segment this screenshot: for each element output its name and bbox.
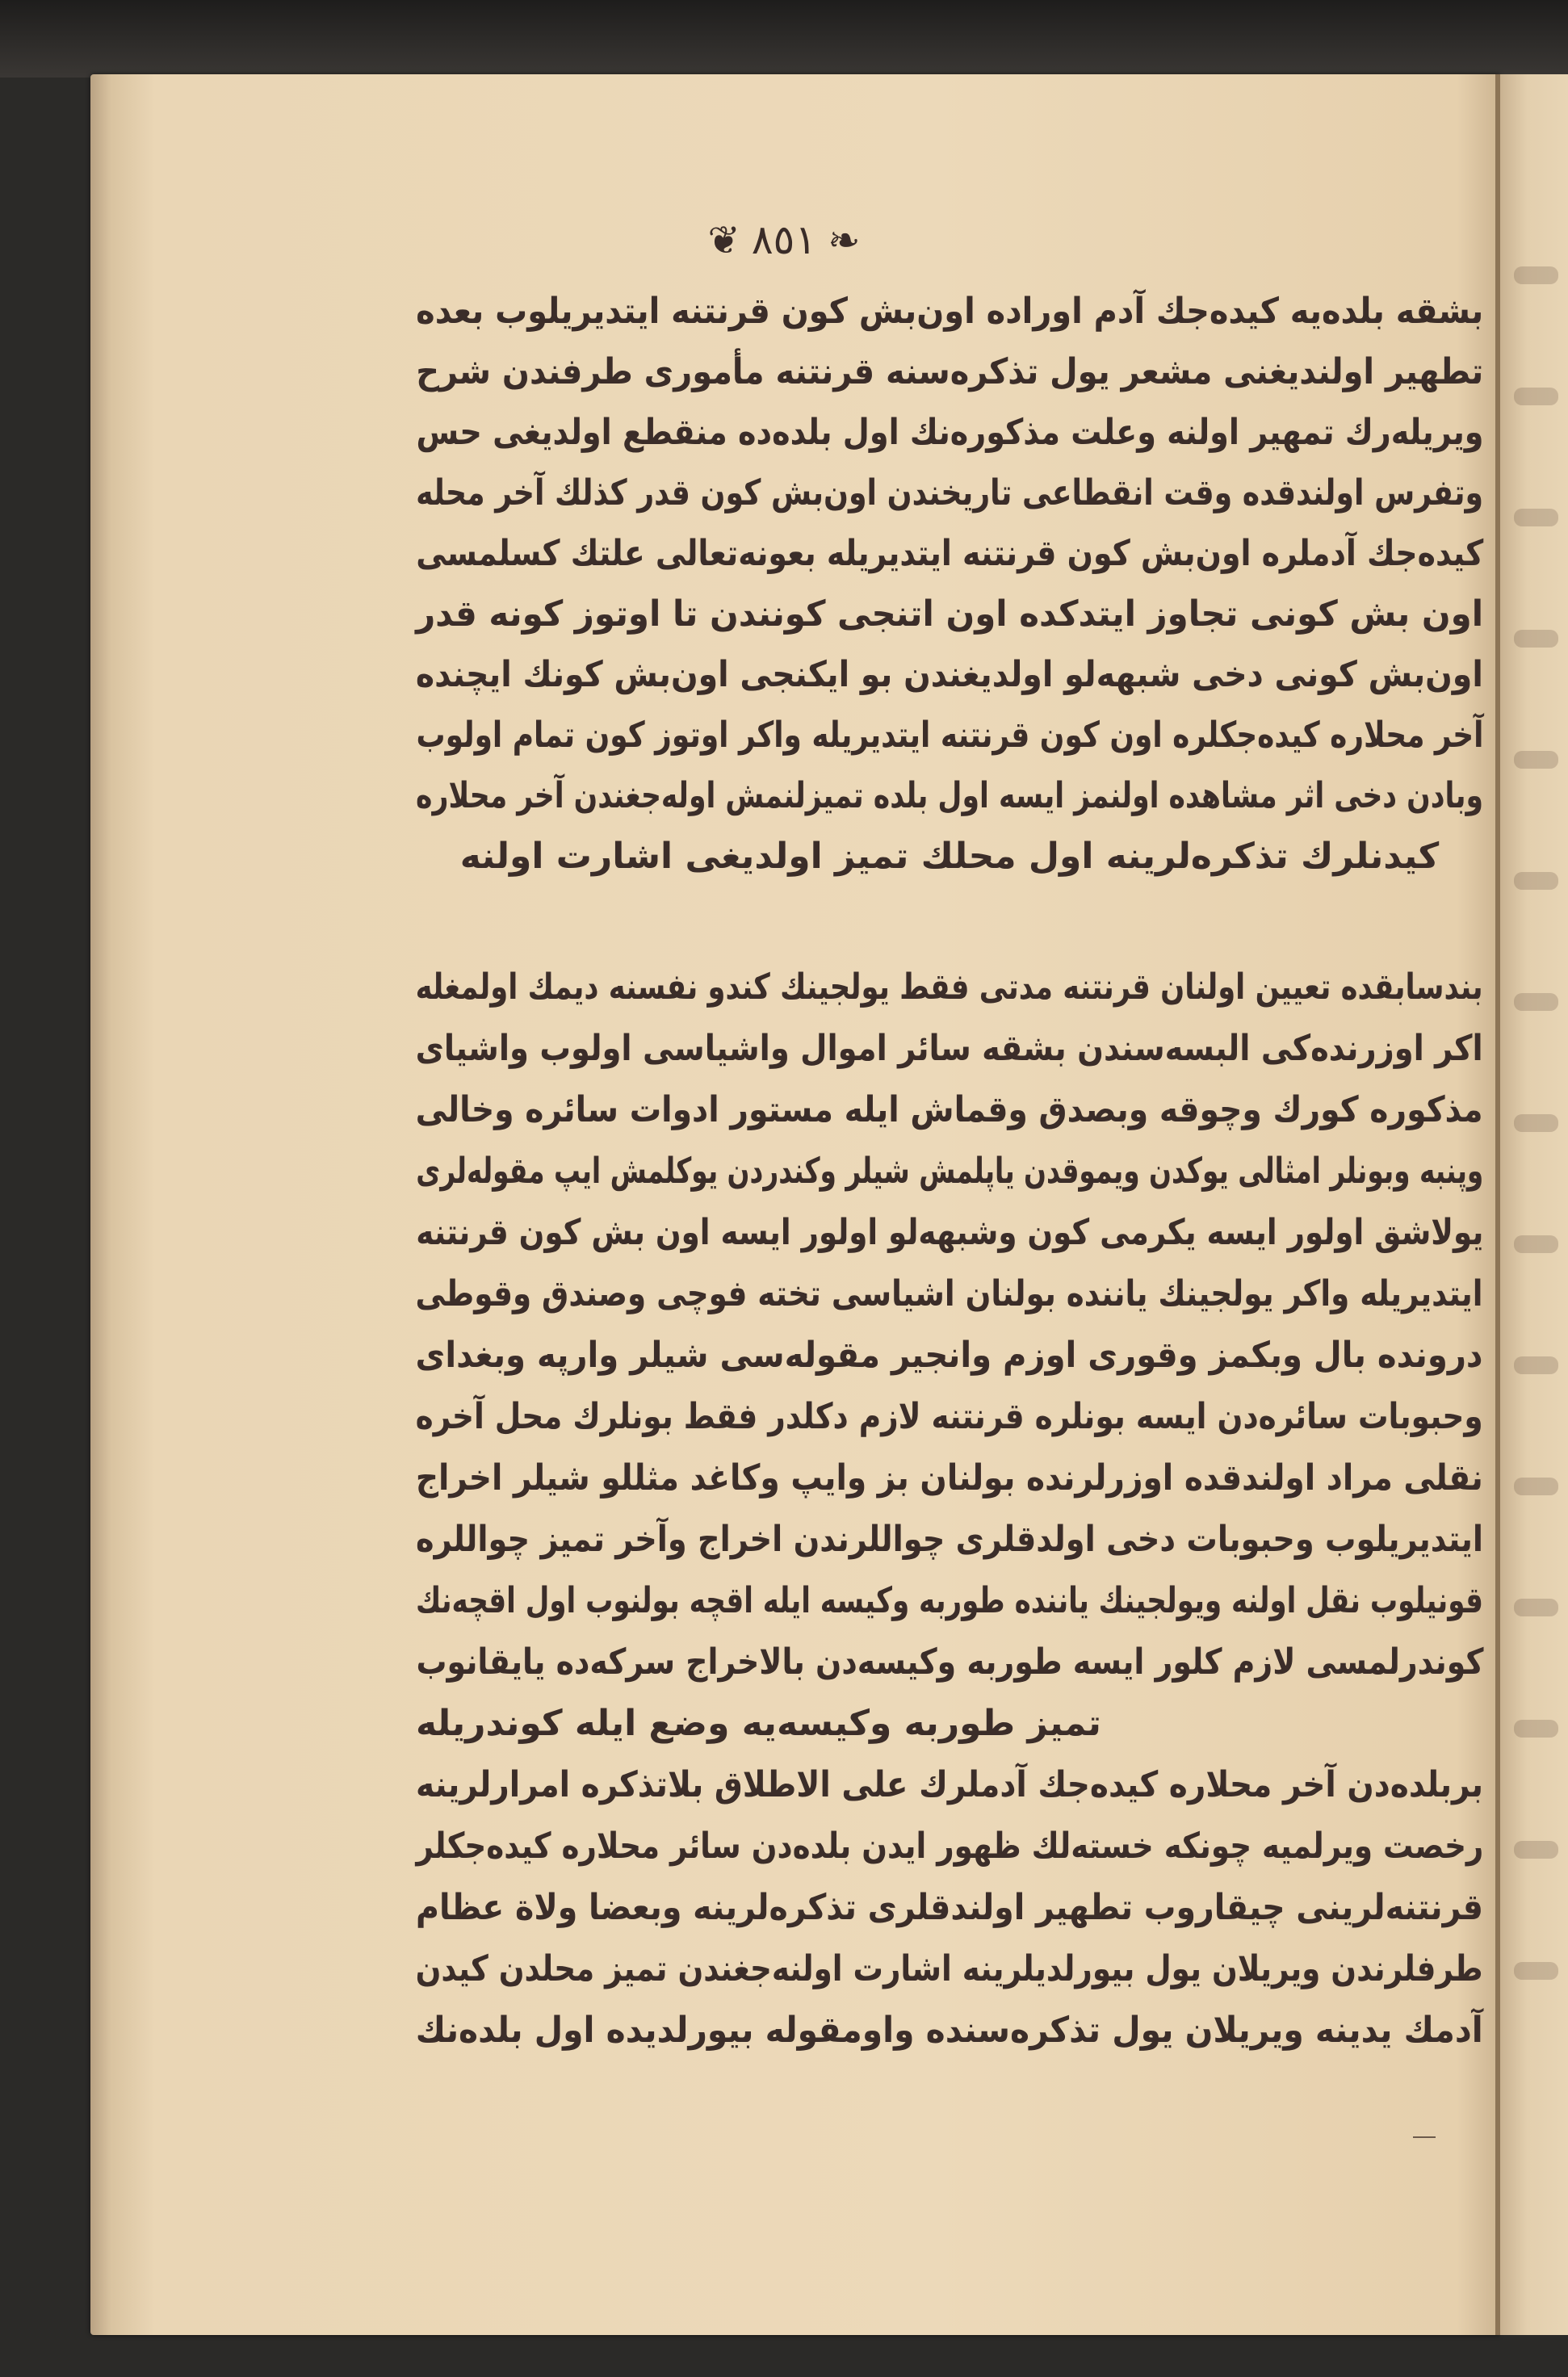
adjacent-page-edge <box>1500 74 1568 2335</box>
text-line-content: تمیز طوربه وکیسه‌یه وضع ایله کوندریله <box>416 1703 1101 1744</box>
text-line <box>416 1939 1483 1999</box>
text-line-content: آخر محلاره کیده‌جکلره اون کون قرنتنه ایتدیریله واکر اوتوز کون تمام اولوب <box>416 715 1483 756</box>
page-mark <box>1413 2136 1436 2138</box>
text-line-content: ایتدیریلوب وحبوبات دخی اولدقلری چواللرندن اخراج وآخر تمیز چواللره <box>416 1519 1483 1560</box>
text-line <box>416 1632 1483 1692</box>
text-line <box>416 1693 1483 1754</box>
text-line <box>416 765 1483 826</box>
text-line-content: تطهیر اولندیغنی مشعر یول تذکره‌سنه قرنتنه مأموری طرفندن شرح <box>416 351 1483 392</box>
text-line-content: کیده‌جك آدملره اون‌بش کون قرنتنه ایتدیریله بعونه‌تعالی علتك کسلمسی <box>416 533 1483 574</box>
text-line-content: کوندرلمسی لازم کلور ایسه طوربه وکیسه‌دن بالاخراج سرکه‌ده یایقانوب <box>416 1641 1483 1683</box>
text-line-content: اون‌بش کونی دخی شبهه‌لو اولدیغندن بو ایکنجی اون‌بش کونك ایچنده <box>416 654 1483 695</box>
adjacent-page-text <box>1514 1356 1558 1374</box>
adjacent-page-text <box>1514 509 1558 526</box>
text-line <box>416 1325 1483 1386</box>
text-line-content: آدمك یدینه ویریلان یول تذکره‌سنده واومقوله بیورلدیده اول بلده‌نك <box>416 2010 1483 2051</box>
text-line <box>416 1448 1483 1508</box>
text-line-content: وپنبه وبونلر امثالی یوکدن ویموقدن یاپلمش شیلر وکندردن یوکلمش ایپ مقوله‌لری <box>416 1151 1483 1192</box>
text-line-content: وحبوبات سائره‌دن ایسه بونلره قرنتنه لازم دکلدر فقط بونلرك محل آخره <box>416 1396 1483 1437</box>
text-line <box>416 705 1483 765</box>
text-line <box>416 1018 1483 1079</box>
text-line <box>416 463 1483 523</box>
text-line <box>416 1877 1483 1938</box>
adjacent-page-text <box>1514 388 1558 405</box>
adjacent-page-text <box>1514 1962 1558 1980</box>
text-line <box>416 1816 1483 1876</box>
text-line <box>416 1754 1483 1815</box>
text-line <box>416 1080 1483 1140</box>
ornament-right-icon: ❧ <box>828 218 861 263</box>
adjacent-page-text <box>1514 1599 1558 1616</box>
text-line <box>416 1202 1483 1263</box>
text-line-content: نقلی مراد اولندقده اوزرلرنده بولنان بز وایپ وکاغد مثللو شیلر اخراج <box>416 1457 1483 1499</box>
text-line-content: بندسابقده تعیین اولنان قرنتنه مدتی فقط یولجینك کندو نفسنه دیمك اولمغله <box>416 966 1483 1008</box>
text-line <box>416 523 1483 584</box>
text-line <box>416 644 1483 705</box>
text-line-content: اون بش کونی تجاوز ایتدکده اون اتنجی کونندن تا اوتوز کونه قدر <box>416 593 1483 635</box>
adjacent-page-text <box>1514 872 1558 890</box>
page-number-header <box>0 216 1568 263</box>
text-line-content: بشقه بلده‌یه کیده‌جك آدم اوراده اون‌بش کون قرنتنه ایتدیریلوب بعده <box>416 291 1483 332</box>
adjacent-page-text <box>1514 1114 1558 1132</box>
scan-background <box>0 0 1568 78</box>
adjacent-page-text <box>1514 993 1558 1011</box>
text-line-content: ایتدیریله واکر یولجینك یاننده بولنان اشیاسی تخته فوچی وصندق وقوطی <box>416 1273 1483 1314</box>
text-line <box>416 1509 1483 1570</box>
text-line-content: مذکوره کورك وچوقه وبصدق وقماش ایله مستور ادوات سائره وخالی <box>416 1089 1483 1130</box>
adjacent-page-text <box>1514 751 1558 769</box>
text-line <box>416 957 1483 1017</box>
text-line <box>416 1264 1483 1324</box>
text-line <box>416 826 1483 887</box>
page-number: ٨٥١ <box>751 216 817 263</box>
text-line-content: ویریله‌رك تمهیر اولنه وعلت مذکوره‌نك اول بلده‌ده منقطع اولدیغی حس <box>416 412 1483 453</box>
text-line-content: اکر اوزرنده‌کی البسه‌سندن بشقه سائر اموال واشیاسی اولوب واشیای <box>416 1028 1483 1069</box>
text-line <box>416 281 1483 342</box>
text-line <box>416 1386 1483 1447</box>
text-line <box>416 1570 1483 1631</box>
ornament-left-icon: ❦ <box>707 218 740 263</box>
text-line <box>416 1141 1483 1201</box>
text-line-content: رخصت ویرلمیه چونکه خسته‌لك ظهور ایدن بلده‌دن سائر محلاره کیده‌جکلر <box>416 1826 1483 1867</box>
adjacent-page-text <box>1514 1235 1558 1253</box>
text-line-content: بربلده‌دن آخر محلاره کیده‌جك آدملرك علی الاطلاق بلاتذکره امرارلرینه <box>416 1764 1483 1805</box>
text-line <box>416 342 1483 402</box>
text-line-content: یولاشق اولور ایسه یکرمی کون وشبهه‌لو اولور ایسه اون بش کون قرنتنه <box>416 1212 1483 1253</box>
text-line-content: قرنتنه‌لرینی چیقاروب تطهیر اولندقلری تذکره‌لرینه وبعضا ولاة عظام <box>416 1887 1483 1928</box>
text-line-content: قونیلوب نقل اولنه ویولجینك یاننده طوربه وکیسه ایله اقچه بولنوب اول اقچه‌نك <box>416 1580 1483 1621</box>
adjacent-page-text <box>1514 266 1558 284</box>
text-line <box>416 584 1483 644</box>
adjacent-page-text <box>1514 630 1558 648</box>
adjacent-page-text <box>1514 1841 1558 1859</box>
text-line-content: طرفلرندن ویریلان یول بیورلدیلرینه اشارت اولنه‌جغندن تمیز محلدن کیدن <box>416 1948 1483 1989</box>
adjacent-page-text <box>1514 1478 1558 1495</box>
adjacent-page-text <box>1514 1720 1558 1738</box>
text-line <box>416 2000 1483 2060</box>
text-line-content: کیدنلرك تذکره‌لرینه اول محلك تمیز اولدیغی اشارت اولنه <box>459 836 1440 877</box>
text-line-content: وبادن دخی اثر مشاهده اولنمز ایسه اول بلده تمیزلنمش اوله‌جغندن آخر محلاره <box>416 775 1483 816</box>
text-line <box>416 402 1483 463</box>
text-line-content: وتفرس اولندقده وقت انقطاعی تاریخندن اون‌بش کون قدر کذلك آخر محله <box>416 472 1483 514</box>
text-line-content: درونده بال وبکمز وقوری اوزم وانجیر مقوله‌سی شیلر وارپه وبغدای <box>416 1335 1483 1376</box>
